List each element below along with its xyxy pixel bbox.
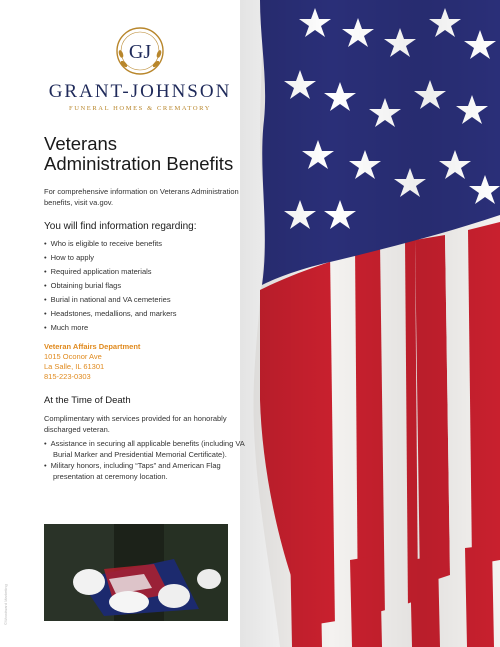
time-of-death-intro: Complimentary with services provided for an honorably discharged veteran. bbox=[44, 414, 227, 434]
brand-name: GRANT-JOHNSON bbox=[48, 81, 232, 102]
time-of-death-list bbox=[44, 438, 259, 482]
intro-paragraph: For comprehensive information on Veterans Administration benefits, visit va.gov. bbox=[44, 187, 239, 207]
title-line-1: Veterans bbox=[44, 133, 118, 154]
list-item: • Much more bbox=[44, 321, 259, 335]
page-title bbox=[44, 134, 259, 174]
contact-block bbox=[44, 342, 259, 382]
contact-name: Veteran Affairs Department bbox=[44, 342, 141, 351]
logo-monogram: GJ bbox=[128, 41, 152, 63]
list-item: • Obtaining burial flags bbox=[44, 279, 259, 293]
list-item: • Assistance in securing all applicable benefits (including VA Burial Marker and Presidential Memorial Certificate). bbox=[44, 438, 259, 460]
american-flag-illustration bbox=[240, 0, 500, 647]
brand-logo bbox=[40, 24, 240, 112]
contact-city: La Salle, IL 61301 bbox=[44, 362, 105, 371]
benefits-content bbox=[44, 134, 259, 482]
photo-credit: ©Woodward Marketing bbox=[3, 584, 8, 625]
list-item: • Military honors, including “Taps” and American Flag presentation at ceremony location. bbox=[44, 460, 259, 482]
list-item: • Headstones, medallions, and markers bbox=[44, 307, 259, 321]
list-item: • Required application materials bbox=[44, 265, 259, 279]
list-item: • Burial in national and VA cemeteries bbox=[44, 293, 259, 307]
contact-phone: 815-223-0303 bbox=[44, 372, 91, 381]
list-item: • Who is eligible to receive benefits bbox=[44, 237, 259, 251]
topics-heading: You will find information regarding: bbox=[44, 221, 197, 232]
contact-street: 1015 Oconor Ave bbox=[44, 352, 102, 361]
title-line-2: Administration Benefits bbox=[44, 153, 234, 174]
topics-list bbox=[44, 237, 259, 335]
list-item: • How to apply bbox=[44, 251, 259, 265]
brand-subtitle: FUNERAL HOMES & CREMATORY bbox=[68, 105, 212, 112]
laurel-wreath-monogram-icon bbox=[113, 24, 167, 78]
time-of-death-heading: At the Time of Death bbox=[44, 395, 131, 406]
folded-flag-white-gloves-photo bbox=[44, 524, 228, 621]
